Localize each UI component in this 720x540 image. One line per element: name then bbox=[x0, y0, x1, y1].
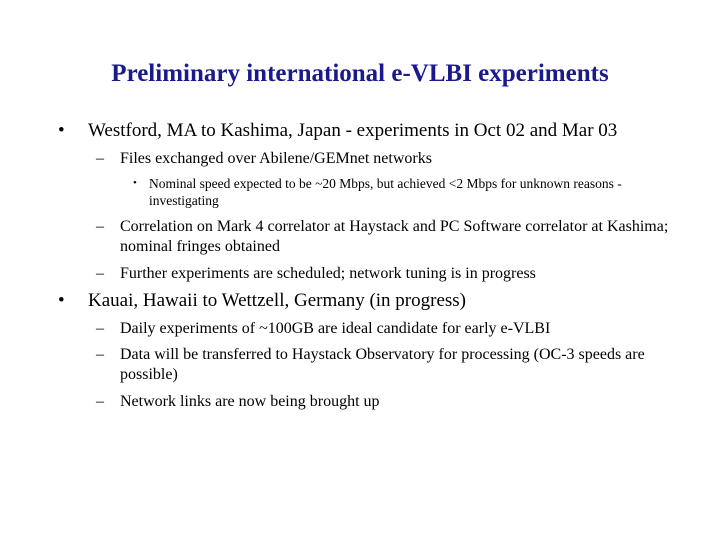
sub-bullet-text: Further experiments are scheduled; network tuning is in progress bbox=[120, 265, 536, 282]
sub-sub-bullet-text: Nominal speed expected to be ~20 Mbps, but achieved <2 Mbps for unknown reasons - investigating bbox=[149, 176, 622, 208]
dash-marker: – bbox=[96, 320, 104, 337]
sub-bullet-text: Daily experiments of ~100GB are ideal candidate for early e-VLBI bbox=[120, 320, 551, 337]
dash-marker: – bbox=[96, 346, 104, 363]
bullet-marker: • bbox=[58, 120, 65, 141]
sub-bullet-text: Data will be transferred to Haystack Observatory for processing (OC-3 speeds are possible) bbox=[120, 346, 645, 383]
dash-marker: – bbox=[96, 393, 104, 410]
sub-bullet-text: Correlation on Mark 4 correlator at Haystack and PC Software correlator at Kashima; nominal fringes obtained bbox=[120, 218, 669, 255]
bullet-text: Kauai, Hawaii to Wettzell, Germany (in progress) bbox=[88, 290, 466, 311]
bullet-text: Westford, MA to Kashima, Japan - experiments in Oct 02 and Mar 03 bbox=[88, 120, 618, 141]
dash-marker: – bbox=[96, 265, 104, 282]
bullet-marker: • bbox=[58, 290, 65, 311]
slide-title: Preliminary international e-VLBI experiments bbox=[111, 60, 609, 87]
bullet-marker: • bbox=[133, 177, 137, 189]
dash-marker: – bbox=[96, 218, 104, 235]
sub-bullet-text: Files exchanged over Abilene/GEMnet networks bbox=[120, 150, 432, 167]
dash-marker: – bbox=[96, 150, 104, 167]
sub-bullet-text: Network links are now being brought up bbox=[120, 393, 380, 410]
